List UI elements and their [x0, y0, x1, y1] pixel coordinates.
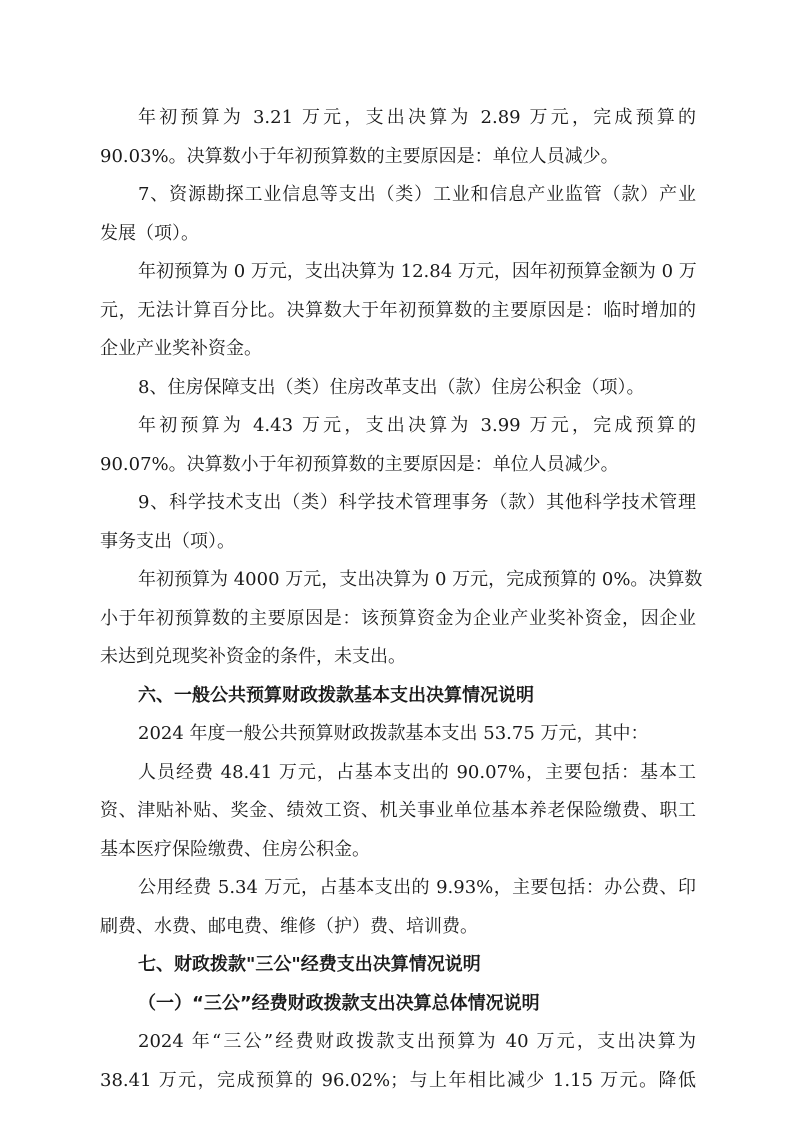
paragraph-line: 90.07%。决算数小于年初预算数的主要原因是：单位人员减少。 [100, 454, 619, 475]
section-item-heading: 7、资源勘探工业信息等支出（类）工业和信息产业监管（款）产业 [138, 184, 696, 205]
paragraph-line: 人员经费 48.41 万元，占基本支出的 90.07%，主要包括：基本工 [138, 762, 696, 783]
paragraph-line: 刷费、水费、邮电费、维修（护）费、培训费。 [100, 916, 478, 937]
paragraph-line: 38.41 万元，完成预算的 96.02%；与上年相比减少 1.15 万元。降低 [100, 1070, 696, 1091]
paragraph-line: 元，无法计算百分比。决算数大于年初预算数的主要原因是：临时增加的 [100, 300, 696, 321]
paragraph-line: 年初预算为 0 万元，支出决算为 12.84 万元，因年初预算金额为 0 万 [138, 261, 697, 282]
paragraph-line: 年初预算为 3.21 万元，支出决算为 2.89 万元，完成预算的 [138, 107, 696, 128]
subsection-heading: （一）“三公”经费财政拨款支出决算总体情况说明 [138, 993, 540, 1014]
paragraph-line: 90.03%。决算数小于年初预算数的主要原因是：单位人员减少。 [100, 146, 619, 167]
section-heading: 七、财政拨款"三公"经费支出决算情况说明 [138, 954, 481, 975]
paragraph-line: 小于年初预算数的主要原因是：该预算资金为企业产业奖补资金，因企业 [100, 608, 696, 629]
paragraph-line: 发展（项）。 [100, 223, 199, 244]
paragraph-line: 2024 年“三公”经费财政拨款支出预算为 40 万元，支出决算为 [138, 1031, 696, 1052]
paragraph-line: 企业产业奖补资金。 [100, 338, 262, 359]
paragraph-line: 公用经费 5.34 万元，占基本支出的 9.93%，主要包括：办公费、印 [138, 877, 696, 898]
section-heading: 六、一般公共预算财政拨款基本支出决算情况说明 [138, 685, 534, 706]
paragraph-line: 年初预算为 4.43 万元，支出决算为 3.99 万元，完成预算的 [138, 415, 696, 436]
paragraph-line: 基本医疗保险缴费、住房公积金。 [100, 839, 370, 860]
paragraph-line: 未达到兑现奖补资金的条件，未支出。 [100, 646, 406, 667]
paragraph-line: 资、津贴补贴、奖金、绩效工资、机关事业单位基本养老保险缴费、职工 [100, 800, 696, 821]
section-item-heading: 9、科学技术支出（类）科学技术管理事务（款）其他科学技术管理 [138, 492, 696, 513]
paragraph-line: 事务支出（项）。 [100, 531, 235, 552]
paragraph-line: 2024 年度一般公共预算财政拨款基本支出 53.75 万元，其中： [138, 723, 649, 744]
paragraph-line: 年初预算为 4000 万元，支出决算为 0 万元，完成预算的 0%。决算数 [138, 569, 703, 590]
section-item-heading: 8、住房保障支出（类）住房改革支出（款）住房公积金（项）。 [138, 377, 645, 398]
